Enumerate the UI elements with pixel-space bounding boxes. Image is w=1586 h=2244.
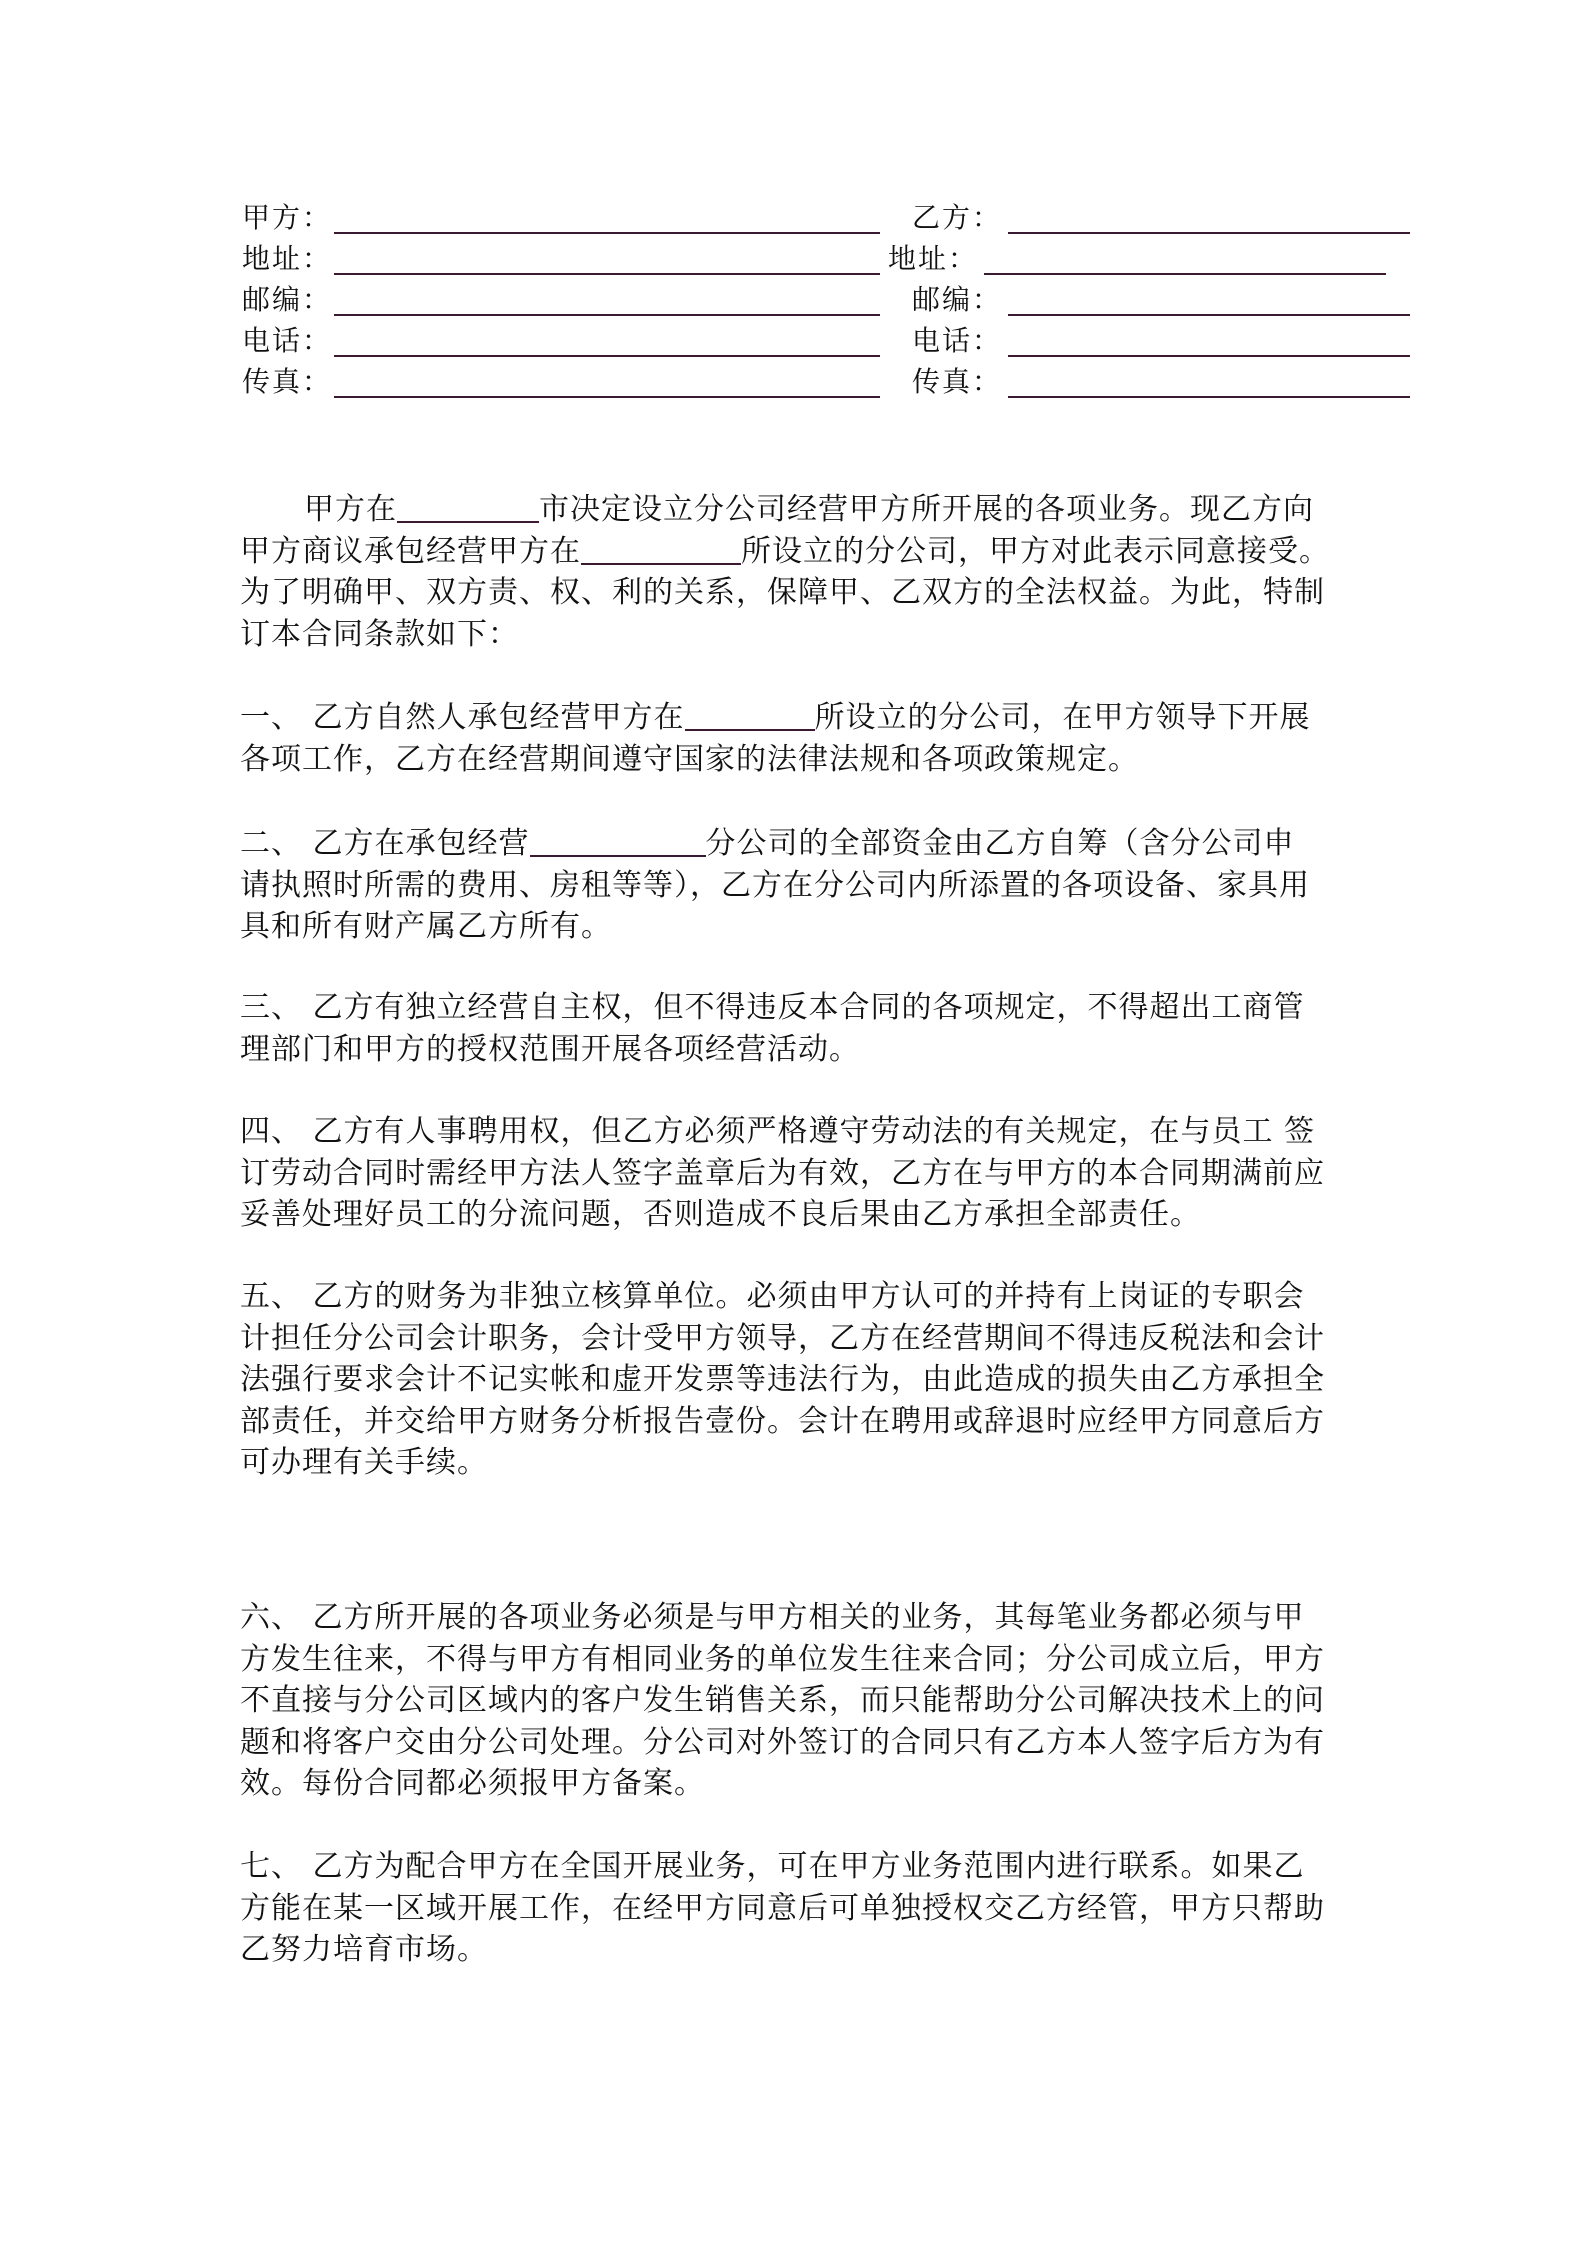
clause-5 <box>240 1276 1350 1484</box>
party-b-postcode-label: 邮编： <box>912 283 1003 316</box>
clause-6 <box>240 1597 1350 1805</box>
party-b-fax-field[interactable] <box>1008 396 1410 398</box>
text-line: 效。每份合同都必须报甲方备案。 <box>240 1766 705 1801</box>
party-a-fax-label: 传真： <box>242 365 333 398</box>
text-segment: 甲方商议承包经营甲方在 <box>240 533 581 569</box>
text-line: 方能在某一区域开展工作，在经甲方同意后可单独授权交乙方经管，甲方只帮助 <box>240 1890 1325 1926</box>
party-a-address-field[interactable] <box>334 273 880 275</box>
text-line: 订劳动合同时需经甲方法人签字盖章后为有效，乙方在与甲方的本合同期满前应 <box>240 1155 1325 1191</box>
text-line: 法强行要求会计不记实帐和虚开发票等违法行为，由此造成的损失由乙方承担全 <box>240 1362 1325 1397</box>
party-a-fax-row <box>242 362 882 402</box>
text-line: 方发生往来，不得与甲方有相同业务的单位发生往来合同；分公司成立后，甲方 <box>240 1641 1325 1677</box>
text-segment: 甲方在 <box>304 492 397 527</box>
location-blank-field[interactable] <box>581 533 741 565</box>
text-line: 请执照时所需的费用、房租等等），乙方在分公司内所添置的各项设备、家具用 <box>240 867 1310 903</box>
text-line <box>240 697 1350 739</box>
party-a-address-row <box>242 239 882 279</box>
clause-3 <box>240 987 1350 1070</box>
text-line: 三、 乙方有独立经营自主权，但不得违反本合同的各项规定，不得超出工商管 <box>240 990 1305 1025</box>
text-line: 可办理有关手续。 <box>240 1445 488 1480</box>
preamble-paragraph <box>240 489 1350 655</box>
party-a-address-label: 地址： <box>242 242 333 275</box>
text-segment: 一、 乙方自然人承包经营甲方在 <box>240 700 685 735</box>
clause-2 <box>240 823 1350 948</box>
text-line: 计担任分公司会计职务，会计受甲方领导，乙方在经营期间不得违反税法和会计 <box>240 1320 1325 1356</box>
party-a-name-row <box>242 198 882 238</box>
party-b-address-field[interactable] <box>984 273 1386 275</box>
party-a-name-field[interactable] <box>334 232 880 234</box>
text-line: 七、 乙方为配合甲方在全国开展业务，可在甲方业务范围内进行联系。如果乙 <box>240 1849 1305 1884</box>
text-segment: 所设立的分公司，在甲方领导下开展 <box>814 700 1311 735</box>
party-a-postcode-field[interactable] <box>334 314 880 316</box>
text-line: 妥善处理好员工的分流问题，否则造成不良后果由乙方承担全部责任。 <box>240 1197 1201 1232</box>
text-segment: 市决定设立分公司经营甲方所开展的各项业务。现乙方向 <box>539 492 1314 527</box>
party-b-name-row <box>912 198 1586 238</box>
text-line <box>240 531 1350 573</box>
party-b-address-label: 地址： <box>888 242 979 275</box>
party-a-phone-field[interactable] <box>334 355 880 357</box>
party-b-postcode-field[interactable] <box>1008 314 1410 316</box>
text-line: 为了明确甲、双方责、权、利的关系，保障甲、乙双方的全法权益。为此，特制 <box>240 575 1325 610</box>
text-line: 部责任，并交给甲方财务分析报告壹份。会计在聘用或辞退时应经甲方同意后方 <box>240 1403 1325 1439</box>
text-line: 五、 乙方的财务为非独立核算单位。必须由甲方认可的并持有上岗证的专职会 <box>240 1279 1305 1314</box>
city-blank-field[interactable] <box>397 491 539 523</box>
party-b-phone-field[interactable] <box>1008 355 1410 357</box>
party-b-postcode-row <box>912 280 1586 320</box>
text-line: 各项工作，乙方在经营期间遵守国家的法律法规和各项政策规定。 <box>240 741 1139 777</box>
text-segment: 分公司的全部资金由乙方自筹（含分公司申 <box>705 826 1295 861</box>
text-segment: 所设立的分公司，甲方对此表示同意接受。 <box>741 533 1330 569</box>
party-b-name-label: 乙方： <box>912 201 1003 234</box>
text-line: 订本合同条款如下： <box>240 616 519 652</box>
clause-4 <box>240 1111 1350 1236</box>
party-a-postcode-row <box>242 280 882 320</box>
party-a-name-label: 甲方： <box>242 201 333 234</box>
party-a-phone-row <box>242 321 882 361</box>
text-segment: 二、 乙方在承包经营 <box>240 826 530 861</box>
party-a-postcode-label: 邮编： <box>242 283 333 316</box>
text-line <box>240 823 1350 865</box>
text-line: 四、 乙方有人事聘用权，但乙方必须严格遵守劳动法的有关规定，在与员工 签 <box>240 1114 1316 1149</box>
party-b-address-row <box>888 239 1586 279</box>
party-b-name-field[interactable] <box>1008 232 1410 234</box>
text-line: 六、 乙方所开展的各项业务必须是与甲方相关的业务，其每笔业务都必须与甲 <box>240 1600 1305 1635</box>
clause-7 <box>240 1846 1350 1971</box>
party-a-phone-label: 电话： <box>242 324 333 357</box>
clause-1 <box>240 697 1350 780</box>
text-line: 乙努力培育市场。 <box>240 1932 488 1967</box>
clause-1-blank-field[interactable] <box>685 699 815 731</box>
clause-2-blank-field[interactable] <box>530 825 706 857</box>
party-b-phone-row <box>912 321 1586 361</box>
party-b-fax-label: 传真： <box>912 365 1003 398</box>
text-line: 具和所有财产属乙方所有。 <box>240 909 612 944</box>
text-line: 不直接与分公司区域内的客户发生销售关系，而只能帮助分公司解决技术上的问 <box>240 1683 1325 1718</box>
party-a-fax-field[interactable] <box>334 396 880 398</box>
text-line: 理部门和甲方的授权范围开展各项经营活动。 <box>240 1031 860 1067</box>
party-b-phone-label: 电话： <box>912 324 1003 357</box>
text-line <box>240 489 1350 531</box>
party-b-fax-row <box>912 362 1586 402</box>
text-line: 题和将客户交由分公司处理。分公司对外签订的合同只有乙方本人签字后方为有 <box>240 1724 1325 1760</box>
